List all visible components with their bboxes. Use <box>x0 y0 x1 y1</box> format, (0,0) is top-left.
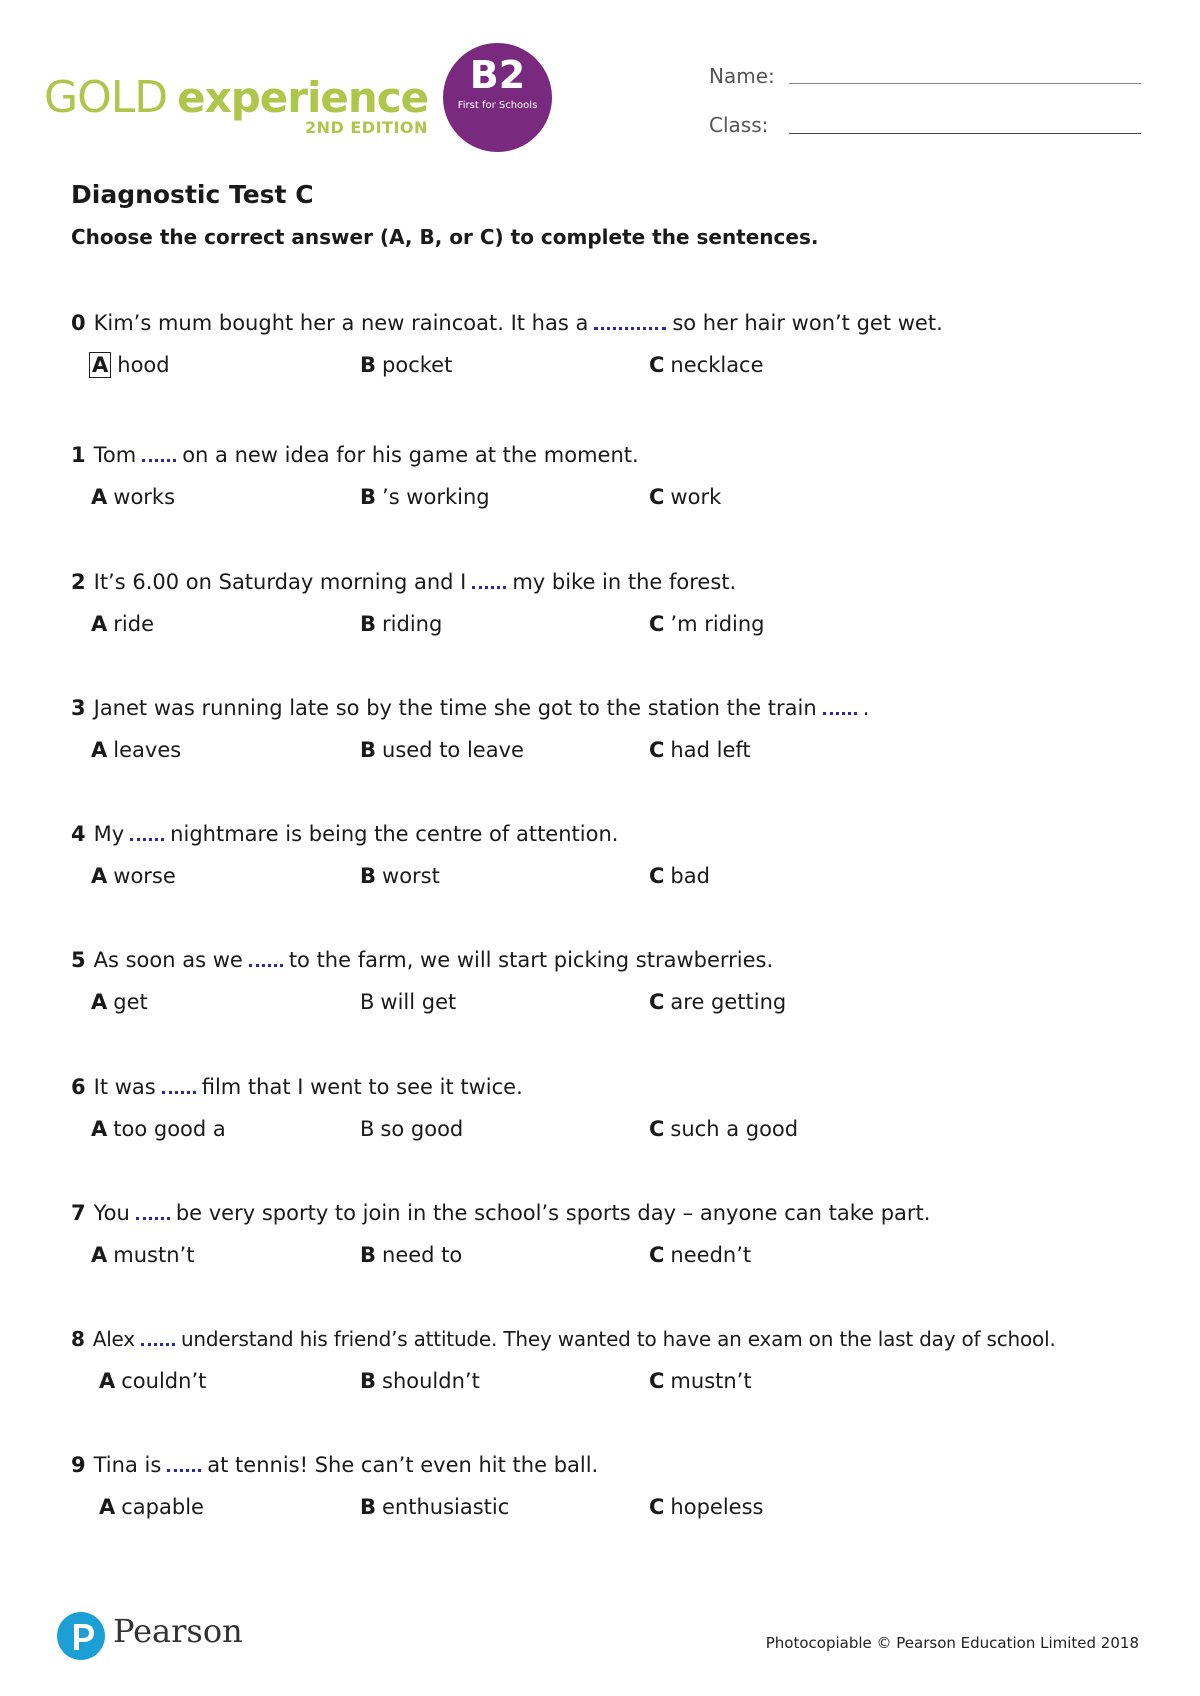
question-number: 5 <box>71 948 86 972</box>
question-7 <box>71 1198 1151 1270</box>
question-text-after: my bike in the forest. <box>512 570 737 594</box>
option-text: such a good <box>670 1117 799 1141</box>
option-a[interactable] <box>99 1366 206 1396</box>
answer-options <box>71 1492 1151 1522</box>
question-stem <box>71 1450 1151 1480</box>
option-letter: A <box>99 1369 116 1393</box>
question-text-after: at tennis! She can’t even hit the ball. <box>207 1453 599 1477</box>
option-text: too good a <box>113 1117 226 1141</box>
option-a[interactable] <box>91 1240 194 1270</box>
question-number: 7 <box>71 1201 86 1225</box>
publisher-name: Pearson <box>113 1612 243 1650</box>
brand-edition: 2ND EDITION <box>305 118 428 137</box>
option-letter: C <box>649 612 665 636</box>
question-3 <box>71 693 1151 765</box>
option-letter: A <box>91 1117 108 1141</box>
option-b[interactable] <box>360 987 456 1017</box>
answer-options <box>71 987 1151 1017</box>
question-text-after: to the farm, we will start picking strawberries. <box>288 948 774 972</box>
brand-gold-text: GOLD <box>44 72 168 123</box>
option-letter: B <box>360 612 377 636</box>
option-c[interactable] <box>649 1114 798 1144</box>
brand-logo <box>44 72 428 123</box>
option-b[interactable] <box>360 482 490 512</box>
question-number: 8 <box>71 1327 85 1351</box>
question-text-before: You <box>93 1201 130 1225</box>
level-badge-text: B2 <box>469 53 526 97</box>
option-c[interactable] <box>649 861 710 891</box>
option-letter: B <box>360 1117 375 1141</box>
option-a[interactable] <box>91 482 175 512</box>
option-text: ride <box>113 612 154 636</box>
option-letter: B <box>360 990 375 1014</box>
option-text: mustn’t <box>670 1369 752 1393</box>
level-badge <box>443 43 552 152</box>
option-letter: C <box>649 1495 665 1519</box>
option-text: used to leave <box>382 738 524 762</box>
answer-options <box>71 350 1151 380</box>
question-number: 9 <box>71 1453 86 1477</box>
option-text: needn’t <box>670 1243 752 1267</box>
option-letter: B <box>360 738 377 762</box>
option-b[interactable] <box>360 1240 462 1270</box>
option-a[interactable] <box>91 735 181 765</box>
question-6 <box>71 1072 1151 1144</box>
question-text-before: It’s 6.00 on Saturday morning and I <box>93 570 467 594</box>
option-letter: A <box>89 352 111 378</box>
option-b[interactable] <box>360 735 524 765</box>
option-c[interactable] <box>649 735 751 765</box>
question-stem <box>71 1198 1151 1228</box>
name-field[interactable] <box>789 83 1141 84</box>
question-text-before: Tom <box>93 443 137 467</box>
option-text: are getting <box>670 990 787 1014</box>
option-text: enthusiastic <box>382 1495 510 1519</box>
class-field[interactable] <box>789 133 1141 134</box>
option-letter: C <box>649 990 665 1014</box>
option-text: pocket <box>382 353 453 377</box>
option-c[interactable] <box>649 1492 763 1522</box>
question-stem <box>71 693 1151 723</box>
question-text-before: Tina is <box>93 1453 162 1477</box>
option-letter: A <box>91 1243 108 1267</box>
option-letter: B <box>360 1369 377 1393</box>
option-letter: A <box>91 485 108 509</box>
answer-blank[interactable] <box>594 313 666 330</box>
question-number: 0 <box>71 311 86 335</box>
option-c[interactable] <box>649 609 765 639</box>
option-text: ’m riding <box>670 612 765 636</box>
option-a[interactable] <box>91 609 154 639</box>
answer-blank[interactable] <box>823 698 857 715</box>
option-a[interactable] <box>91 861 176 891</box>
answer-blank[interactable] <box>142 445 176 462</box>
option-c[interactable] <box>649 350 764 380</box>
option-b[interactable] <box>360 609 442 639</box>
page-title: Diagnostic Test C <box>71 180 314 209</box>
option-text: need to <box>382 1243 463 1267</box>
question-number: 2 <box>71 570 86 594</box>
question-number: 6 <box>71 1075 86 1099</box>
option-text: worse <box>113 864 176 888</box>
option-c[interactable] <box>649 987 786 1017</box>
option-letter: C <box>649 1243 665 1267</box>
option-text: shouldn’t <box>382 1369 480 1393</box>
option-text: leaves <box>113 738 182 762</box>
question-4 <box>71 819 1151 891</box>
option-letter: A <box>91 612 108 636</box>
option-letter: B <box>360 1495 377 1519</box>
option-text: worst <box>382 864 440 888</box>
option-letter: B <box>360 864 377 888</box>
answer-options <box>71 861 1151 891</box>
answer-blank[interactable] <box>141 1329 175 1346</box>
option-letter: A <box>91 738 108 762</box>
copyright-notice: Photocopiable © Pearson Education Limited 2018 <box>765 1634 1139 1652</box>
option-letter: C <box>649 353 665 377</box>
question-number: 4 <box>71 822 86 846</box>
option-text: had left <box>670 738 751 762</box>
option-a[interactable] <box>99 1492 204 1522</box>
answer-blank[interactable] <box>249 950 283 967</box>
answer-options <box>71 1114 1151 1144</box>
option-b[interactable] <box>360 1366 480 1396</box>
answer-options <box>71 609 1151 639</box>
option-letter: C <box>649 1117 665 1141</box>
option-text: works <box>113 485 176 509</box>
name-label: Name: <box>709 64 775 88</box>
option-letter: C <box>649 864 665 888</box>
question-text-before: Kim’s mum bought her a new raincoat. It has a <box>93 311 589 335</box>
option-text: so good <box>380 1117 464 1141</box>
question-9 <box>71 1450 1151 1522</box>
question-number: 1 <box>71 443 86 467</box>
option-text: ’s working <box>382 485 490 509</box>
option-a[interactable] <box>91 1114 226 1144</box>
option-c[interactable] <box>649 1366 752 1396</box>
answer-options <box>71 482 1151 512</box>
question-1 <box>71 440 1151 512</box>
option-a[interactable] <box>89 350 170 380</box>
answer-options <box>71 735 1151 765</box>
question-stem <box>71 440 1151 470</box>
question-stem <box>71 1072 1151 1102</box>
option-letter: C <box>649 1369 665 1393</box>
question-text-after: . <box>862 696 870 720</box>
answer-blank[interactable] <box>167 1455 201 1472</box>
question-2 <box>71 567 1151 639</box>
question-text-after: on a new idea for his game at the moment. <box>182 443 639 467</box>
answer-blank[interactable] <box>472 572 506 589</box>
option-text: get <box>113 990 148 1014</box>
option-text: work <box>670 485 722 509</box>
question-text-after: so her hair won’t get wet. <box>672 311 943 335</box>
question-stem <box>71 308 1151 338</box>
option-c[interactable] <box>649 482 721 512</box>
question-text-after: nightmare is being the centre of attention. <box>170 822 619 846</box>
question-text-after: film that I went to see it twice. <box>201 1075 523 1099</box>
question-stem <box>71 945 1151 975</box>
option-text: bad <box>670 864 710 888</box>
answer-options <box>71 1366 1151 1396</box>
question-8 <box>71 1324 1151 1396</box>
option-text: hopeless <box>670 1495 764 1519</box>
question-text-before: My <box>93 822 125 846</box>
question-text-before: As soon as we <box>93 948 243 972</box>
instruction-text: Choose the correct answer (A, B, or C) to complete the sentences. <box>71 225 819 249</box>
pearson-logo-icon <box>57 1612 105 1660</box>
answer-blank[interactable] <box>130 824 164 841</box>
question-text-before: Janet was running late so by the time she got to the station the train <box>93 696 817 720</box>
option-text: hood <box>117 353 170 377</box>
question-text-after: be very sporty to join in the school’s sports day – anyone can take part. <box>175 1201 931 1225</box>
option-letter: A <box>99 1495 116 1519</box>
option-b[interactable] <box>360 1492 509 1522</box>
option-letter: C <box>649 738 665 762</box>
level-badge-subtext: First for Schools <box>457 100 538 111</box>
question-text-before: Alex <box>92 1327 135 1351</box>
question-text-after: understand his friend’s attitude. They wanted to have an exam on the last day of school. <box>180 1327 1056 1351</box>
answer-options <box>71 1240 1151 1270</box>
question-text-before: It was <box>93 1075 156 1099</box>
option-b[interactable] <box>360 350 452 380</box>
question-stem <box>71 819 1151 849</box>
option-letter: B <box>360 353 377 377</box>
option-letter: B <box>360 1243 377 1267</box>
option-text: riding <box>382 612 443 636</box>
option-b[interactable] <box>360 1114 463 1144</box>
question-5 <box>71 945 1151 1017</box>
class-label: Class: <box>709 113 769 137</box>
brand-experience-text: experience <box>177 73 429 122</box>
option-text: couldn’t <box>121 1369 207 1393</box>
option-c[interactable] <box>649 1240 751 1270</box>
option-text: capable <box>121 1495 204 1519</box>
answer-blank[interactable] <box>136 1203 170 1220</box>
option-letter: A <box>91 990 108 1014</box>
question-stem <box>71 567 1151 597</box>
option-letter: B <box>360 485 377 509</box>
question-number: 3 <box>71 696 86 720</box>
option-text: necklace <box>670 353 764 377</box>
option-letter: C <box>649 485 665 509</box>
option-letter: A <box>91 864 108 888</box>
option-a[interactable] <box>91 987 148 1017</box>
option-text: will get <box>380 990 457 1014</box>
question-stem <box>71 1324 1151 1354</box>
answer-blank[interactable] <box>162 1077 196 1094</box>
option-b[interactable] <box>360 861 440 891</box>
option-text: mustn’t <box>113 1243 195 1267</box>
question-0 <box>71 308 1151 380</box>
